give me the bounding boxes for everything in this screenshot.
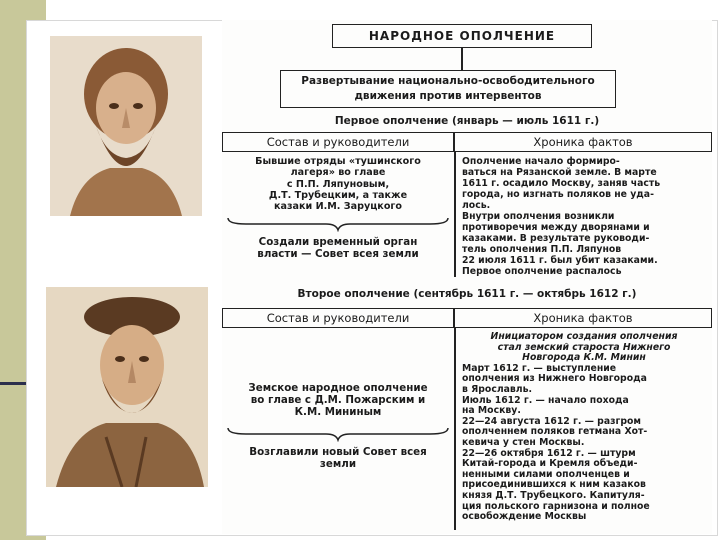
portrait-bearded-man-icon xyxy=(50,36,202,216)
second-composition-text xyxy=(226,382,450,418)
brace-icon xyxy=(226,426,450,442)
diagram-subtitle xyxy=(280,70,616,108)
column-divider xyxy=(454,152,456,277)
second-council-text xyxy=(226,446,450,470)
text-line: в Ярославль. xyxy=(462,383,533,395)
first-composition-text xyxy=(226,156,450,212)
first-militia-heading: Первое ополчение (январь — июль 1611 г.) xyxy=(334,115,600,127)
brace-icon xyxy=(226,216,450,232)
text-line: казаками. В результате руководи- xyxy=(462,233,650,244)
second-chronicle-text xyxy=(462,332,706,523)
text-line: Инициатором создания ополчения xyxy=(490,331,678,342)
subtitle-line-2: движения против интервентов xyxy=(354,90,542,102)
text-line: ополчения из Нижнего Новгорода xyxy=(462,373,647,385)
history-diagram xyxy=(222,20,712,534)
first-militia-table xyxy=(222,132,712,277)
text-line: лагеря» во главе xyxy=(290,167,386,179)
text-line: кевича у стен Москвы. xyxy=(462,436,585,448)
first-chronicle-text xyxy=(462,156,706,277)
text-line: стал земский староста Нижнего xyxy=(497,341,671,353)
text-line: ция польского гарнизона и полное xyxy=(462,500,650,512)
text-line: К.М. Мининым xyxy=(294,406,382,418)
second-col-composition: Состав и руководители xyxy=(222,308,454,328)
text-line: во главе с Д.М. Пожарским и xyxy=(250,394,426,406)
text-line: на Москву. xyxy=(462,405,521,417)
text-line: тель ополчения П.П. Ляпунов xyxy=(462,244,622,255)
text-line: Ополчение начало формиро- xyxy=(462,156,620,167)
first-government-text xyxy=(226,236,450,260)
second-col-chronicle: Хроника фактов xyxy=(454,308,712,328)
text-line: Бывшие отряды «тушинского xyxy=(255,156,421,167)
diagram-title: НАРОДНОЕ ОПОЛЧЕНИЕ xyxy=(332,24,592,48)
text-line: Июль 1612 г. — начало похода xyxy=(462,394,629,406)
second-militia-heading: Второе ополчение (сентябрь 1611 г. — октябрь 1612 г.) xyxy=(297,288,637,300)
text-line: Создали временный орган xyxy=(258,236,418,248)
text-line: 22—26 октября 1612 г. — штурм xyxy=(462,447,636,459)
text-line: Внутри ополчения возникли xyxy=(462,211,615,222)
subtitle-line-1: Развертывание национально-освободительного xyxy=(301,75,595,87)
text-line: Март 1612 г. — выступление xyxy=(462,362,617,374)
text-line: освобождение Москвы xyxy=(462,511,587,523)
text-line: лось. xyxy=(462,200,491,211)
text-line: земли xyxy=(319,458,357,470)
first-col-composition: Состав и руководители xyxy=(222,132,454,152)
text-line: ополченнем поляков гетмана Хот- xyxy=(462,426,648,438)
text-line: города, но изгнать поляков не уда- xyxy=(462,189,654,200)
text-line: ваться на Рязанской земле. В марте xyxy=(462,167,657,178)
text-line: присоединившихся к ним казаков xyxy=(462,479,646,491)
text-line: противоречия между дворянами и xyxy=(462,222,650,233)
text-line: казаки И.М. Заруцкого xyxy=(273,201,403,213)
connector-line xyxy=(461,48,463,70)
second-militia-table xyxy=(222,308,712,530)
text-line: ненными силами ополченцев и xyxy=(462,468,630,480)
first-col-chronicle: Хроника фактов xyxy=(454,132,712,152)
column-divider xyxy=(454,328,456,530)
text-line: 1611 г. осадило Москву, заняв часть xyxy=(462,178,661,189)
text-line: Возглавили новый Совет всея xyxy=(249,446,427,458)
text-line: Первое ополчение распалось xyxy=(462,266,622,277)
text-line: Земское народное ополчение xyxy=(248,382,428,394)
text-line: власти — Совет всея земли xyxy=(257,248,419,260)
text-line: 22 июля 1611 г. был убит казаками. xyxy=(462,255,658,266)
text-line: князя Д.Т. Трубецкого. Капитуля- xyxy=(462,489,645,501)
text-line: Д.Т. Трубецким, а также xyxy=(268,189,408,201)
portrait-man-with-cap-icon xyxy=(46,287,208,487)
text-line: Новгорода К.М. Минин xyxy=(522,352,646,364)
text-line: 22—24 августа 1612 г. — разгром xyxy=(462,415,641,427)
text-line: Китай-города и Кремля объеди- xyxy=(462,458,638,470)
text-line: с П.П. Ляпуновым, xyxy=(286,178,390,190)
